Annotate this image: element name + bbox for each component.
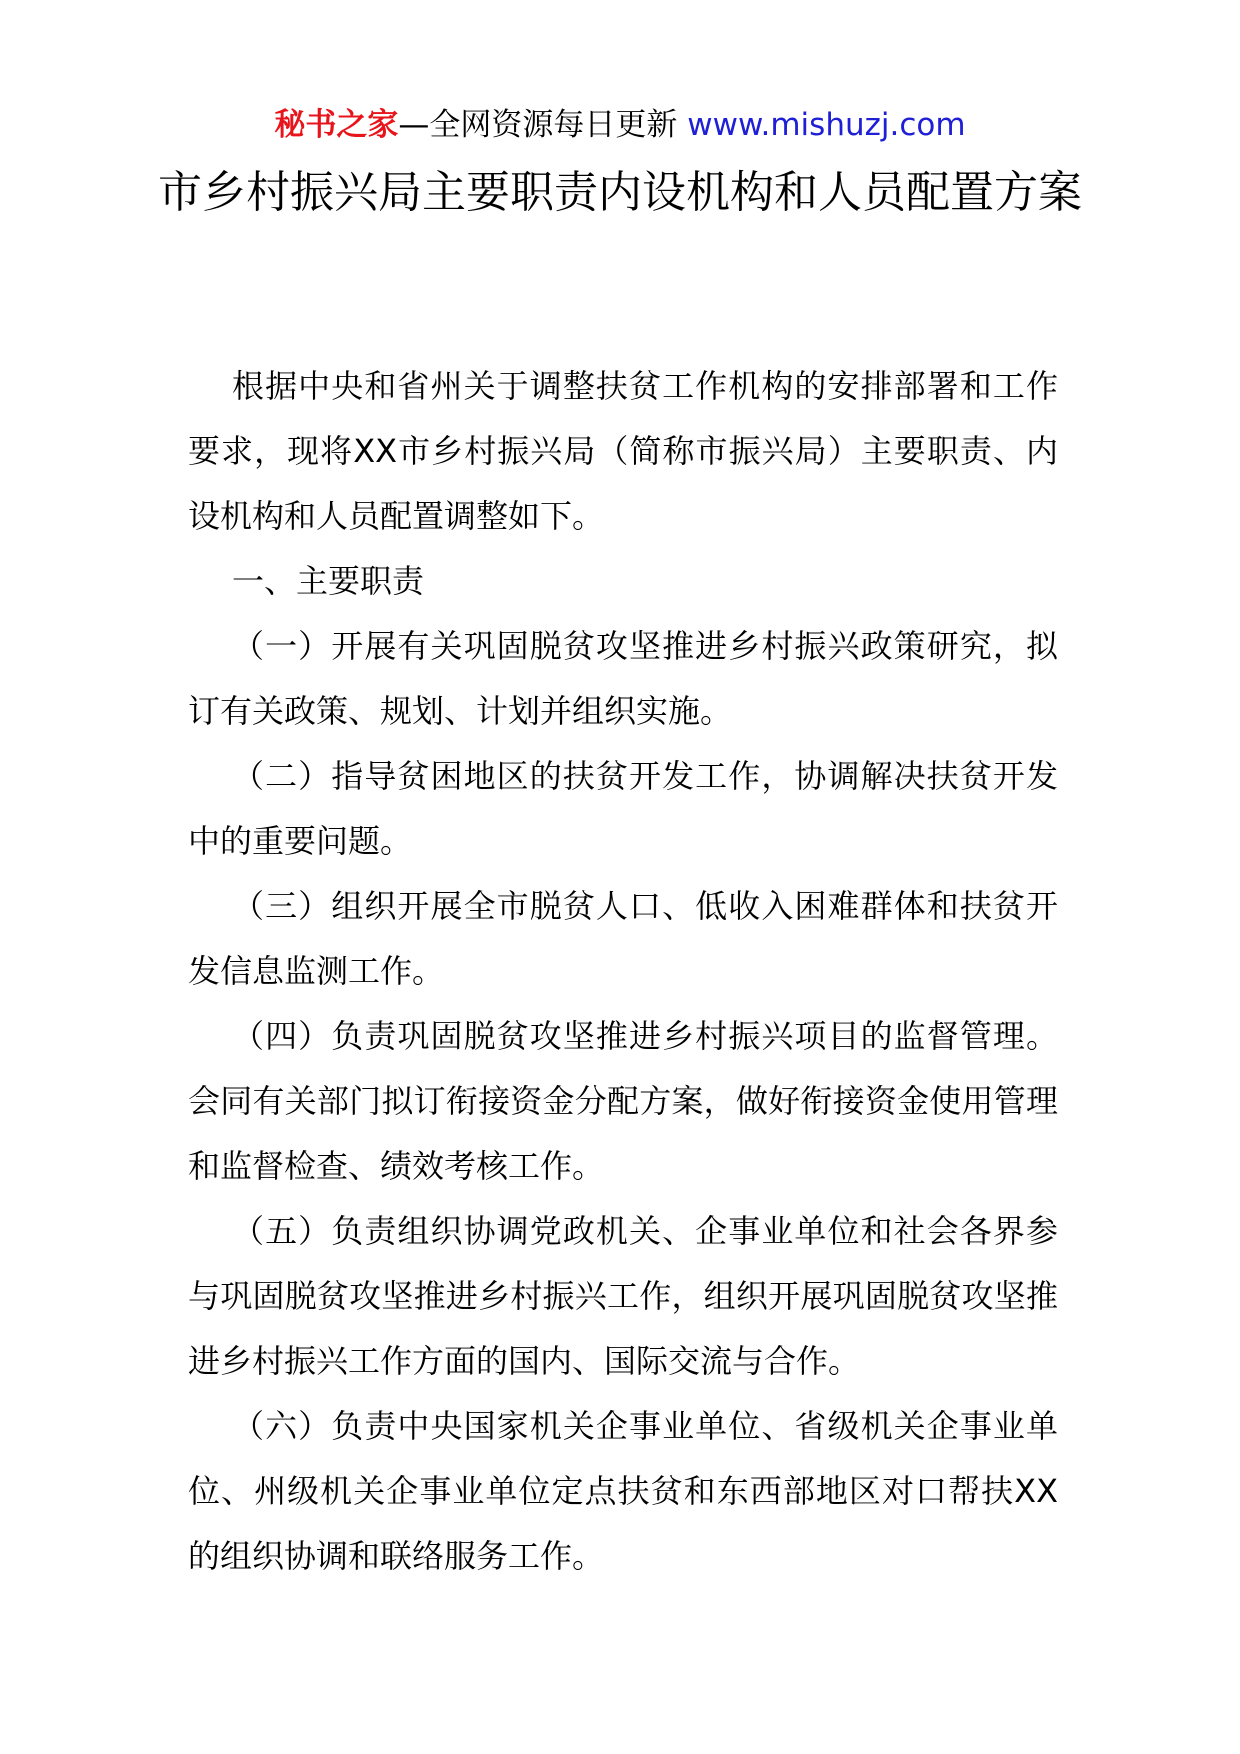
document-body bbox=[188, 354, 1058, 1589]
duty-item-6: （六）负责中央国家机关企事业单位、省级机关企事业单位、州级机关企事业单位定点扶贫和东西部地区对口帮扶XX的组织协调和联络服务工作。 bbox=[188, 1407, 1058, 1575]
duty-item-1: （一）开展有关巩固脱贫攻坚推进乡村振兴政策研究，拟订有关政策、规划、计划并组织实施。 bbox=[188, 627, 1058, 730]
duty-item-2: （二）指导贫困地区的扶贫开发工作，协调解决扶贫开发中的重要问题。 bbox=[188, 757, 1058, 860]
site-banner bbox=[0, 100, 1240, 150]
banner-tagline: —全网资源每日更新 bbox=[398, 107, 688, 143]
section-heading-main-duties: 一、主要职责 bbox=[232, 562, 425, 600]
site-url-link[interactable]: www.mishuzj.com bbox=[687, 107, 966, 143]
duty-item-3: （三）组织开展全市脱贫人口、低收入困难群体和扶贫开发信息监测工作。 bbox=[188, 887, 1058, 990]
duty-item-4: （四）负责巩固脱贫攻坚推进乡村振兴项目的监督管理。会同有关部门拟订衔接资金分配方案，做好衔接资金使用管理和监督检查、绩效考核工作。 bbox=[188, 1017, 1058, 1185]
brand-name: 秘书之家 bbox=[274, 107, 399, 143]
document-title: 市乡村振兴局主要职责内设机构和人员配置方案 bbox=[158, 167, 1082, 218]
intro-paragraph: 根据中央和省州关于调整扶贫工作机构的安排部署和工作要求，现将XX市乡村振兴局（简称市振兴局）主要职责、内设机构和人员配置调整如下。 bbox=[188, 367, 1058, 535]
duty-item-5: （五）负责组织协调党政机关、企事业单位和社会各界参与巩固脱贫攻坚推进乡村振兴工作，组织开展巩固脱贫攻坚推进乡村振兴工作方面的国内、国际交流与合作。 bbox=[188, 1212, 1058, 1380]
